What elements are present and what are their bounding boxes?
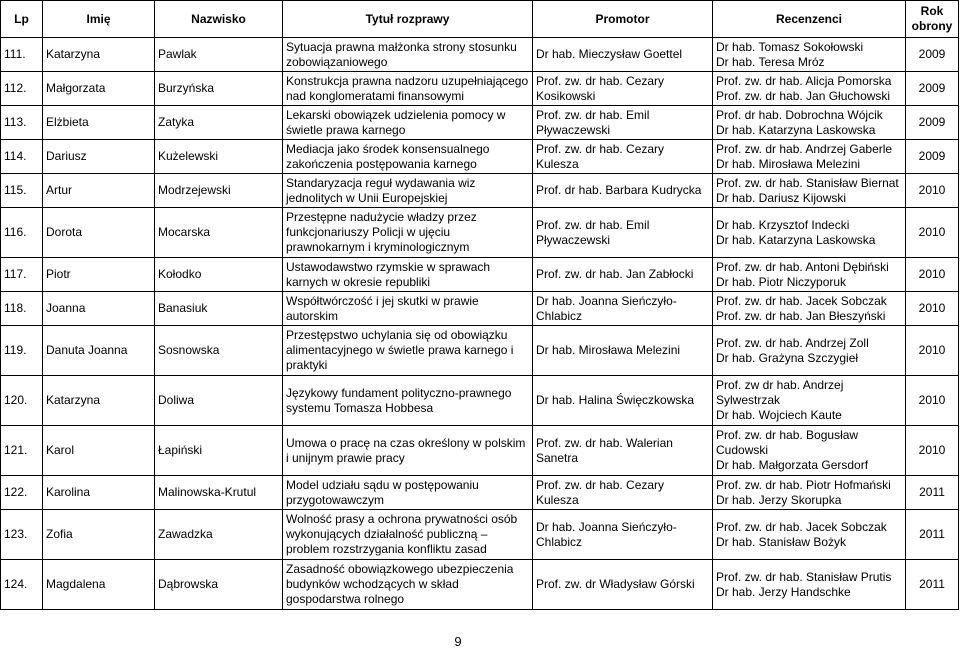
header-year: Rok obrony (906, 1, 959, 38)
reviewer-1: Prof. zw. dr hab. Andrzej Gaberle (716, 141, 893, 156)
cell-year: 2011 (906, 510, 959, 560)
header-lp: Lp (1, 1, 43, 38)
cell-supervisor: Dr hab. Mieczysław Goettel (533, 38, 713, 72)
cell-title: Lekarski obowiązek udzielenia pomocy w świetle prawa karnego (283, 106, 533, 140)
cell-supervisor: Prof. zw. dr hab. Walerian Sanetra (533, 426, 713, 476)
cell-last-name: Zawadzka (155, 510, 283, 560)
cell-first-name: Zofia (43, 510, 155, 560)
table-header-row (1, 1, 959, 38)
cell-reviewers (713, 476, 906, 510)
cell-last-name: Sosnowska (155, 326, 283, 376)
reviewer-2: Prof. zw. dr hab. Jan Głuchowski (716, 88, 891, 103)
reviewer-1: Prof. zw. dr hab. Alicja Pomorska (716, 73, 892, 88)
reviewer-2: Dr hab. Piotr Niczyporuk (716, 274, 847, 289)
cell-reviewers (713, 140, 906, 174)
reviewer-1: Prof. zw. dr hab. Jacek Sobczak (716, 293, 887, 308)
cell-last-name: Doliwa (155, 376, 283, 426)
cell-supervisor: Prof. zw. dr hab. Jan Zabłocki (533, 258, 713, 292)
cell-last-name: Banasiuk (155, 292, 283, 326)
cell-first-name: Dorota (43, 208, 155, 258)
cell-title: Model udziału sądu w postępowaniu przygotowawczym (283, 476, 533, 510)
reviewer-1: Prof. zw. dr hab. Andrzej Zoll (716, 335, 869, 350)
table-row (1, 258, 959, 292)
cell-year: 2010 (906, 174, 959, 208)
cell-reviewers (713, 106, 906, 140)
cell-title: Standaryzacja reguł wydawania wiz jednolitych w Unii Europejskiej (283, 174, 533, 208)
cell-supervisor: Prof. zw. dr hab. Cezary Kulesza (533, 476, 713, 510)
cell-title: Przestępne nadużycie władzy przez funkcjonariuszy Policji w ujęciu prawnokarnym i kryminologicznym (283, 208, 533, 258)
cell-year: 2010 (906, 326, 959, 376)
table-row (1, 476, 959, 510)
reviewer-2: Prof. zw. dr hab. Jan Błeszyński (716, 308, 886, 323)
cell-title: Konstrukcja prawna nadzoru uzupełniającego nad konglomeratami finansowymi (283, 72, 533, 106)
cell-first-name: Katarzyna (43, 376, 155, 426)
cell-first-name: Karol (43, 426, 155, 476)
cell-year: 2010 (906, 208, 959, 258)
reviewer-2: Dr hab. Katarzyna Laskowska (716, 232, 876, 247)
cell-supervisor: Dr hab. Halina Święczkowska (533, 376, 713, 426)
table-row (1, 292, 959, 326)
reviewer-2: Dr hab. Jerzy Skorupka (716, 492, 842, 507)
cell-lp: 114. (1, 140, 43, 174)
cell-year: 2009 (906, 72, 959, 106)
cell-last-name: Dąbrowska (155, 560, 283, 610)
reviewer-1: Prof. zw. dr hab. Jacek Sobczak (716, 519, 887, 534)
cell-year: 2010 (906, 426, 959, 476)
cell-lp: 111. (1, 38, 43, 72)
cell-year: 2011 (906, 560, 959, 610)
cell-first-name: Katarzyna (43, 38, 155, 72)
cell-title: Przestępstwo uchylania się od obowiązku alimentacyjnego w świetle prawa karnego i praktyki (283, 326, 533, 376)
cell-supervisor: Prof. zw. dr hab. Cezary Kosikowski (533, 72, 713, 106)
cell-first-name: Dariusz (43, 140, 155, 174)
cell-supervisor: Dr hab. Joanna Sieńczyło-Chlabicz (533, 292, 713, 326)
cell-first-name: Elżbieta (43, 106, 155, 140)
table-row (1, 106, 959, 140)
cell-reviewers (713, 510, 906, 560)
reviewer-1: Prof. zw. dr hab. Stanisław Biernat (716, 175, 899, 190)
cell-last-name: Zatyka (155, 106, 283, 140)
cell-supervisor: Dr hab. Joanna Sieńczyło-Chlabicz (533, 510, 713, 560)
table-row (1, 72, 959, 106)
cell-reviewers (713, 72, 906, 106)
cell-supervisor: Prof. zw. dr hab. Emil Pływaczewski (533, 208, 713, 258)
table-row (1, 326, 959, 376)
cell-year: 2011 (906, 476, 959, 510)
reviewer-1: Prof. zw. dr hab. Antoni Dębiński (716, 259, 889, 274)
cell-first-name: Danuta Joanna (43, 326, 155, 376)
reviewer-1: Prof. zw. dr hab. Stanisław Prutis (716, 569, 892, 584)
header-first-name: Imię (43, 1, 155, 38)
cell-first-name: Piotr (43, 258, 155, 292)
cell-lp: 119. (1, 326, 43, 376)
reviewer-2: Dr hab. Grażyna Szczygieł (716, 350, 859, 365)
reviewer-2: Dr hab. Stanisław Bożyk (716, 534, 847, 549)
table-row (1, 560, 959, 610)
cell-supervisor: Dr hab. Mirosława Melezini (533, 326, 713, 376)
cell-lp: 123. (1, 510, 43, 560)
cell-first-name: Karolina (43, 476, 155, 510)
cell-first-name: Artur (43, 174, 155, 208)
reviewer-1: Prof. zw. dr hab. Bogusław Cudowski (716, 428, 859, 457)
cell-year: 2009 (906, 38, 959, 72)
cell-first-name: Magdalena (43, 560, 155, 610)
table-row (1, 510, 959, 560)
cell-year: 2009 (906, 106, 959, 140)
cell-last-name: Burzyńska (155, 72, 283, 106)
cell-lp: 121. (1, 426, 43, 476)
reviewer-1: Prof. zw. dr hab. Piotr Hofmański (716, 477, 891, 492)
reviewer-2: Dr hab. Wojciech Kaute (716, 408, 842, 422)
cell-year: 2010 (906, 376, 959, 426)
reviewer-2: Dr hab. Jerzy Handschke (716, 584, 851, 599)
cell-lp: 116. (1, 208, 43, 258)
cell-reviewers (713, 174, 906, 208)
header-supervisor: Promotor (533, 1, 713, 38)
cell-last-name: Modrzejewski (155, 174, 283, 208)
cell-lp: 113. (1, 106, 43, 140)
cell-year: 2010 (906, 292, 959, 326)
cell-reviewers (713, 258, 906, 292)
table-row (1, 376, 959, 426)
table-row (1, 174, 959, 208)
table-row (1, 38, 959, 72)
cell-title: Umowa o pracę na czas określony w polskim i unijnym prawie pracy (283, 426, 533, 476)
cell-reviewers (713, 292, 906, 326)
cell-lp: 112. (1, 72, 43, 106)
reviewer-2: Dr hab. Mirosława Melezini (716, 156, 861, 171)
cell-last-name: Kołodko (155, 258, 283, 292)
cell-first-name: Małgorzata (43, 72, 155, 106)
cell-supervisor: Prof. dr hab. Barbara Kudrycka (533, 174, 713, 208)
cell-lp: 122. (1, 476, 43, 510)
cell-reviewers (713, 326, 906, 376)
header-reviewers: Recenzenci (713, 1, 906, 38)
cell-lp: 120. (1, 376, 43, 426)
cell-last-name: Malinowska-Krutul (155, 476, 283, 510)
table-body (1, 38, 959, 610)
cell-lp: 118. (1, 292, 43, 326)
cell-last-name: Kużelewski (155, 140, 283, 174)
cell-title: Zasadność obowiązkowego ubezpieczenia budynków wchodzących w skład gospodarstwa rolnego (283, 560, 533, 610)
cell-supervisor: Prof. zw. dr hab. Cezary Kulesza (533, 140, 713, 174)
cell-lp: 117. (1, 258, 43, 292)
reviewer-1: Prof. zw dr hab. Andrzej Sylwestrzak (716, 378, 844, 407)
cell-reviewers (713, 426, 906, 476)
table-row (1, 208, 959, 258)
page-number: 9 (454, 634, 462, 649)
cell-title: Ustawodawstwo rzymskie w sprawach karnych w okresie republiki (283, 258, 533, 292)
cell-reviewers (713, 208, 906, 258)
cell-reviewers (713, 376, 906, 426)
cell-title: Współtwórczość i jej skutki w prawie autorskim (283, 292, 533, 326)
reviewer-1: Dr hab. Tomasz Sokołowski (716, 39, 864, 54)
reviewer-1: Dr hab. Krzysztof Indecki (716, 217, 850, 232)
cell-last-name: Mocarska (155, 208, 283, 258)
header-title: Tytuł rozprawy (283, 1, 533, 38)
reviewer-2: Dr hab. Teresa Mróz (716, 54, 825, 69)
cell-year: 2010 (906, 258, 959, 292)
cell-lp: 124. (1, 560, 43, 610)
reviewer-2: Dr hab. Dariusz Kijowski (716, 190, 847, 205)
cell-title: Wolność prasy a ochrona prywatności osób wykonujących działalność publiczną – problem rozstrzygania konfliktu zasad (283, 510, 533, 560)
cell-supervisor: Prof. zw. dr hab. Emil Pływaczewski (533, 106, 713, 140)
cell-title: Sytuacja prawna małżonka strony stosunku zobowiązaniowego (283, 38, 533, 72)
cell-last-name: Pawlak (155, 38, 283, 72)
header-last-name: Nazwisko (155, 1, 283, 38)
reviewer-1: Prof. dr hab. Dobrochna Wójcik (716, 107, 883, 122)
cell-title: Mediacja jako środek konsensualnego zakończenia postępowania karnego (283, 140, 533, 174)
table-row (1, 140, 959, 174)
cell-supervisor: Prof. zw. dr Władysław Górski (533, 560, 713, 610)
cell-reviewers (713, 560, 906, 610)
cell-first-name: Joanna (43, 292, 155, 326)
cell-lp: 115. (1, 174, 43, 208)
cell-year: 2009 (906, 140, 959, 174)
cell-reviewers (713, 38, 906, 72)
cell-last-name: Łapiński (155, 426, 283, 476)
table-row (1, 426, 959, 476)
cell-title: Językowy fundament polityczno-prawnego systemu Tomasza Hobbesa (283, 376, 533, 426)
reviewer-2: Dr hab. Małgorzata Gersdorf (716, 458, 869, 472)
reviewer-2: Dr hab. Katarzyna Laskowska (716, 122, 876, 137)
